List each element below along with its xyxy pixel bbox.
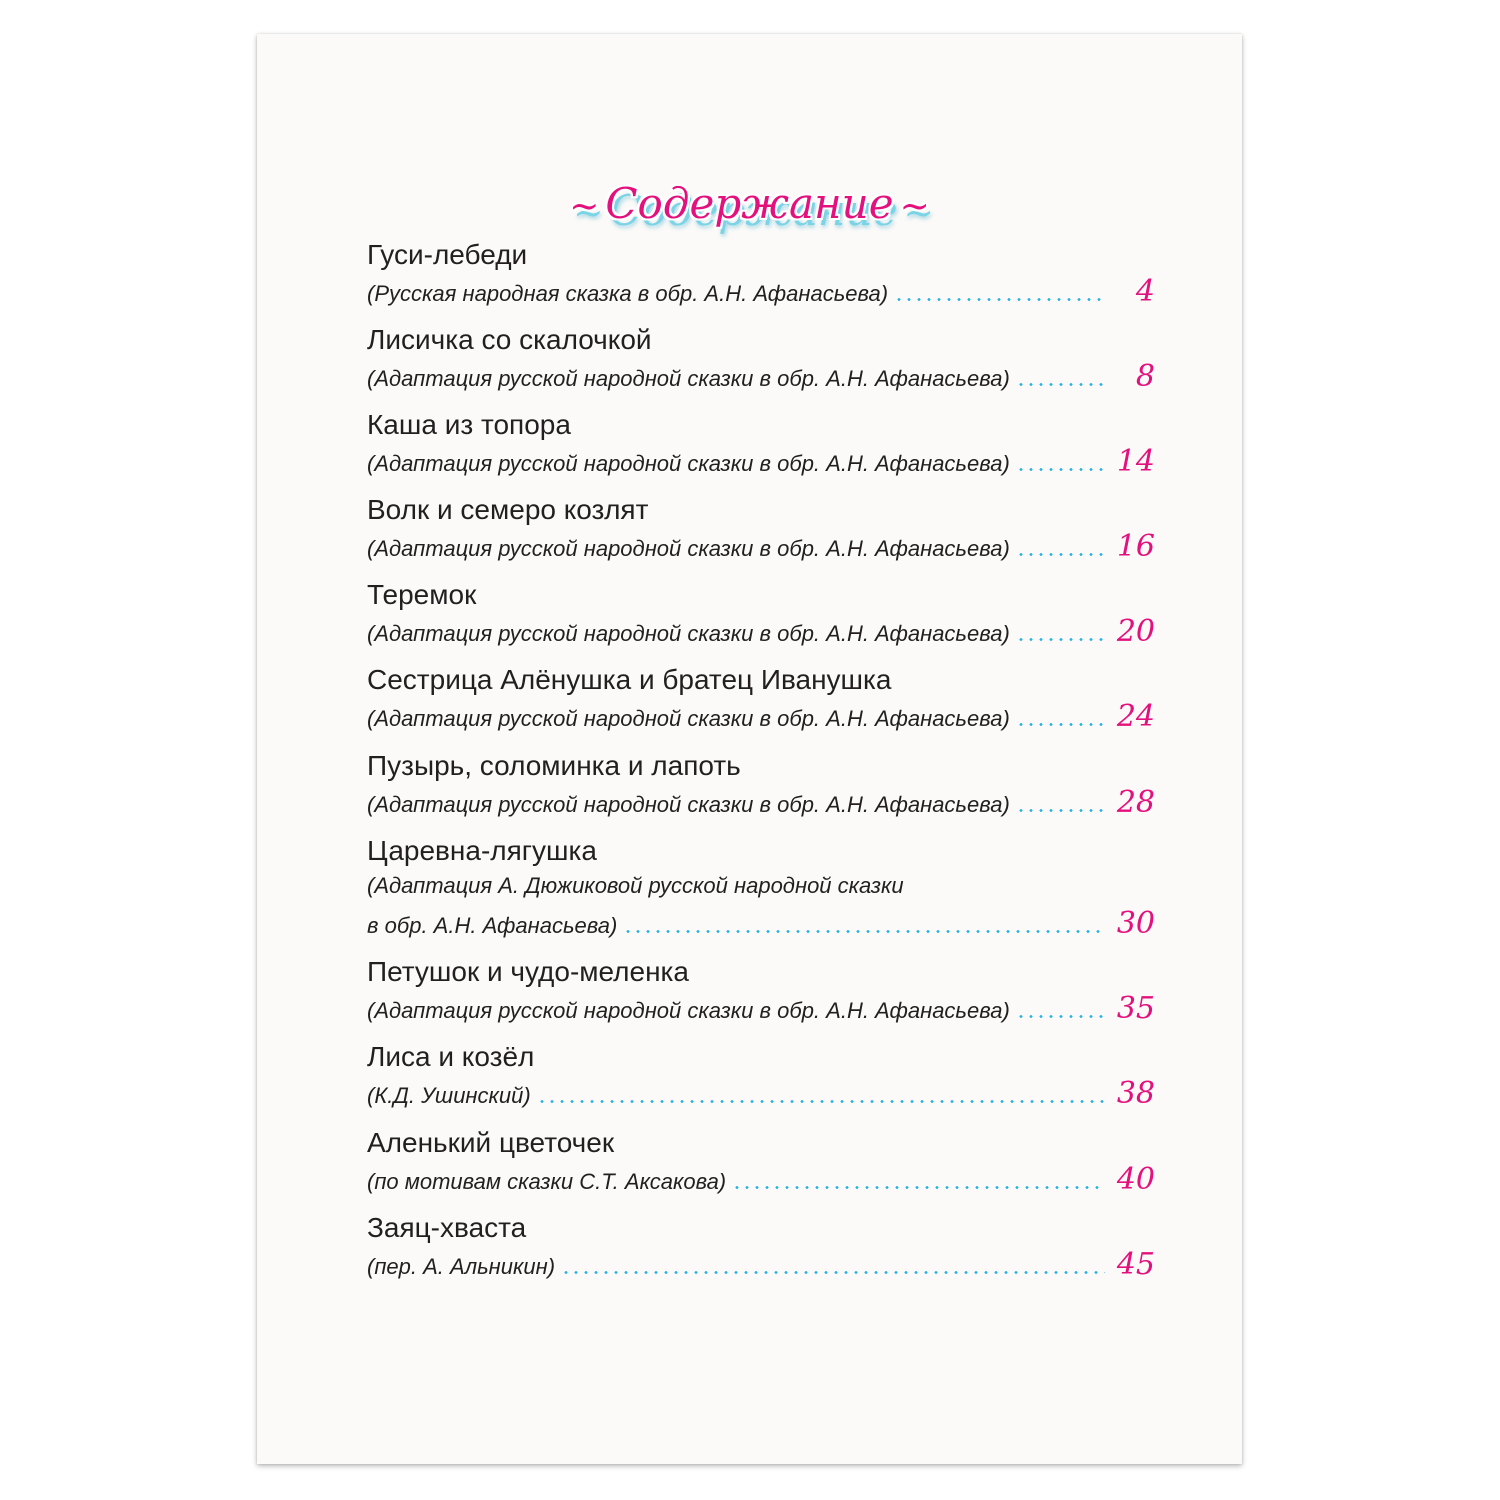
dot-leader [561,1271,1105,1274]
toc-entry[interactable] [367,408,1155,482]
entry-source: (Адаптация русской народной сказки в обр. А.Н. Афанасьева) [367,792,1010,817]
entry-source: (Адаптация русской народной сказки в обр. А.Н. Афанасьева) [367,451,1010,476]
entry-source-row [367,357,1155,397]
entry-source-row [367,612,1155,652]
entry-title: Заяц-хваста [367,1212,527,1243]
entry-source: (К.Д. Ушинский) [367,1083,531,1108]
toc-entry[interactable] [367,955,1155,1029]
entry-title: Петушок и чудо-меленка [367,956,689,987]
dot-leader [1016,468,1105,471]
entry-page-number: 28 [1116,785,1155,820]
toc-entry[interactable] [367,1040,1155,1114]
entry-page-number: 45 [1116,1247,1155,1282]
entry-source-row [367,1074,1155,1114]
toc-entry[interactable] [367,578,1155,652]
entry-source-row [367,989,1155,1029]
entry-title: Каша из топора [367,409,571,440]
entry-page-number: 16 [1116,529,1155,564]
heading-title: Содержание [605,179,894,228]
toc-entry[interactable] [367,323,1155,397]
entry-source: (Русская народная сказка в обр. А.Н. Афанасьева) [367,281,889,306]
book-page [257,34,1242,1464]
entry-page-number: 38 [1116,1076,1155,1111]
entry-title: Пузырь, соломинка и лапоть [367,750,741,781]
entry-source-row [367,442,1155,482]
dot-leader [1016,723,1105,726]
dot-leader [1016,553,1105,556]
entry-source-row [367,1160,1155,1200]
toc-entry[interactable] [367,663,1155,737]
entry-title: Гуси-лебеди [367,239,528,270]
toc-entry[interactable] [367,834,1155,944]
entry-source: в обр. А.Н. Афанасьева) [367,913,618,938]
entry-source-row [367,527,1155,567]
heading-swash-right: ~ [899,186,930,227]
entry-source: (Адаптация русской народной сказки в обр. А.Н. Афанасьева) [367,998,1010,1023]
dot-leader [623,930,1104,933]
dot-leader [1016,638,1105,641]
entry-source: (по мотивам сказки С.Т. Аксакова) [367,1169,727,1194]
dot-leader [732,1186,1105,1189]
entry-title: Сестрица Алёнушка и братец Иванушка [367,664,892,695]
entry-title: Аленький цветочек [367,1127,615,1158]
entry-page-number: 30 [1116,906,1155,941]
entry-source-row [367,904,1155,944]
entry-title: Лисичка со скалочкой [367,324,652,355]
contents-heading [257,174,1242,237]
entry-source: (Адаптация русской народной сказки в обр. А.Н. Афанасьева) [367,536,1010,561]
entry-source: (Адаптация русской народной сказки в обр. А.Н. Афанасьева) [367,366,1010,391]
entry-page-number: 40 [1116,1162,1155,1197]
toc-entry[interactable] [367,493,1155,567]
dot-leader [1016,809,1105,812]
entry-source: (пер. А. Альникин) [367,1254,556,1279]
entry-source-row [367,697,1155,737]
dot-leader [1016,383,1107,386]
dot-leader [894,298,1107,301]
entry-page-number: 20 [1116,614,1155,649]
entry-page-number: 14 [1116,444,1155,479]
entry-page-number: 8 [1135,359,1155,394]
entry-title: Царевна-лягушка [367,835,597,866]
entry-page-number: 4 [1135,274,1155,309]
toc-entry[interactable] [367,238,1155,312]
entry-source: (Адаптация русской народной сказки в обр. А.Н. Афанасьева) [367,621,1010,646]
toc-entry[interactable] [367,749,1155,823]
entry-source-row [367,1245,1155,1285]
entry-source: (Адаптация русской народной сказки в обр. А.Н. Афанасьева) [367,706,1010,731]
entry-page-number: 35 [1116,991,1155,1026]
entry-title: Лиса и козёл [367,1041,535,1072]
entry-source-row [367,783,1155,823]
toc-entry[interactable] [367,1126,1155,1200]
heading-swash-left: ~ [569,186,600,227]
dot-leader [1016,1015,1105,1018]
entry-source-line: (Адаптация А. Дюжиковой русской народной сказки [367,873,904,898]
entry-source-row [367,272,1155,312]
entry-page-number: 24 [1116,699,1155,734]
entry-title: Волк и семеро козлят [367,494,649,525]
entry-title: Теремок [367,579,477,610]
dot-leader [537,1100,1105,1103]
toc-entry[interactable] [367,1211,1155,1285]
